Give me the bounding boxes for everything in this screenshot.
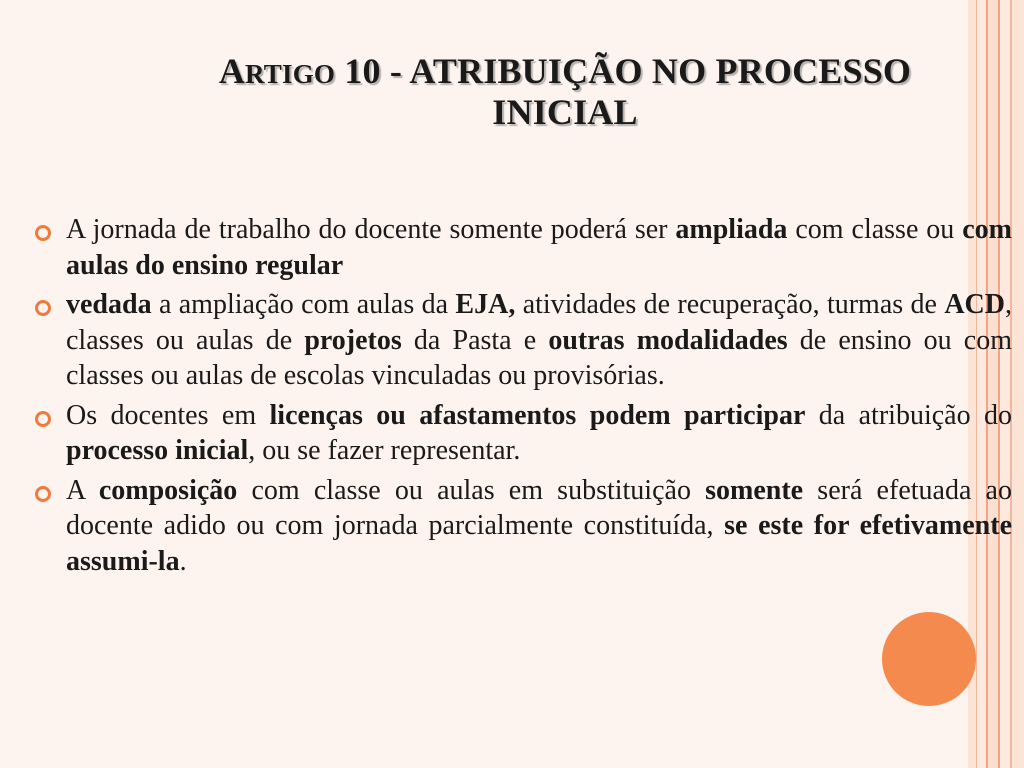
bullet-text: A jornada de trabalho do docente somente poderá ser ampliada com classe ou com aulas do ensino regular	[66, 214, 1012, 281]
bullet-item	[32, 287, 1012, 394]
bullet-icon	[35, 225, 51, 241]
bullet-icon	[35, 486, 51, 502]
bullet-item	[32, 212, 1012, 283]
bullet-icon	[35, 411, 51, 427]
title-line-2: INICIAL	[492, 92, 638, 132]
bullet-item	[32, 473, 1012, 580]
bullet-text: Os docentes em licenças ou afastamentos podem participar da atribuição do processo inicial, ou se fazer representar.	[66, 399, 1012, 466]
bullet-text: vedada a ampliação com aulas da EJA, atividades de recuperação, turmas de ACD, classes ou aulas de projetos da Pasta e outras modalidades de ensino ou com classes ou aulas de escolas vinculadas ou provisórias.	[66, 289, 1012, 391]
decorative-circle	[882, 612, 976, 706]
title-line-1: ARTIGO 10 - ATRIBUIÇÃO NO PROCESSO	[218, 51, 912, 91]
bullet-item	[32, 398, 1012, 469]
slide-title	[150, 52, 980, 131]
bullet-text: A composição com classe ou aulas em substituição somente será efetuada ao docente adido ou com jornada parcialmente constituída, se este for efetivamente assumi-la.	[66, 474, 1012, 577]
bullet-icon	[35, 300, 51, 316]
bullet-list	[32, 212, 1012, 583]
